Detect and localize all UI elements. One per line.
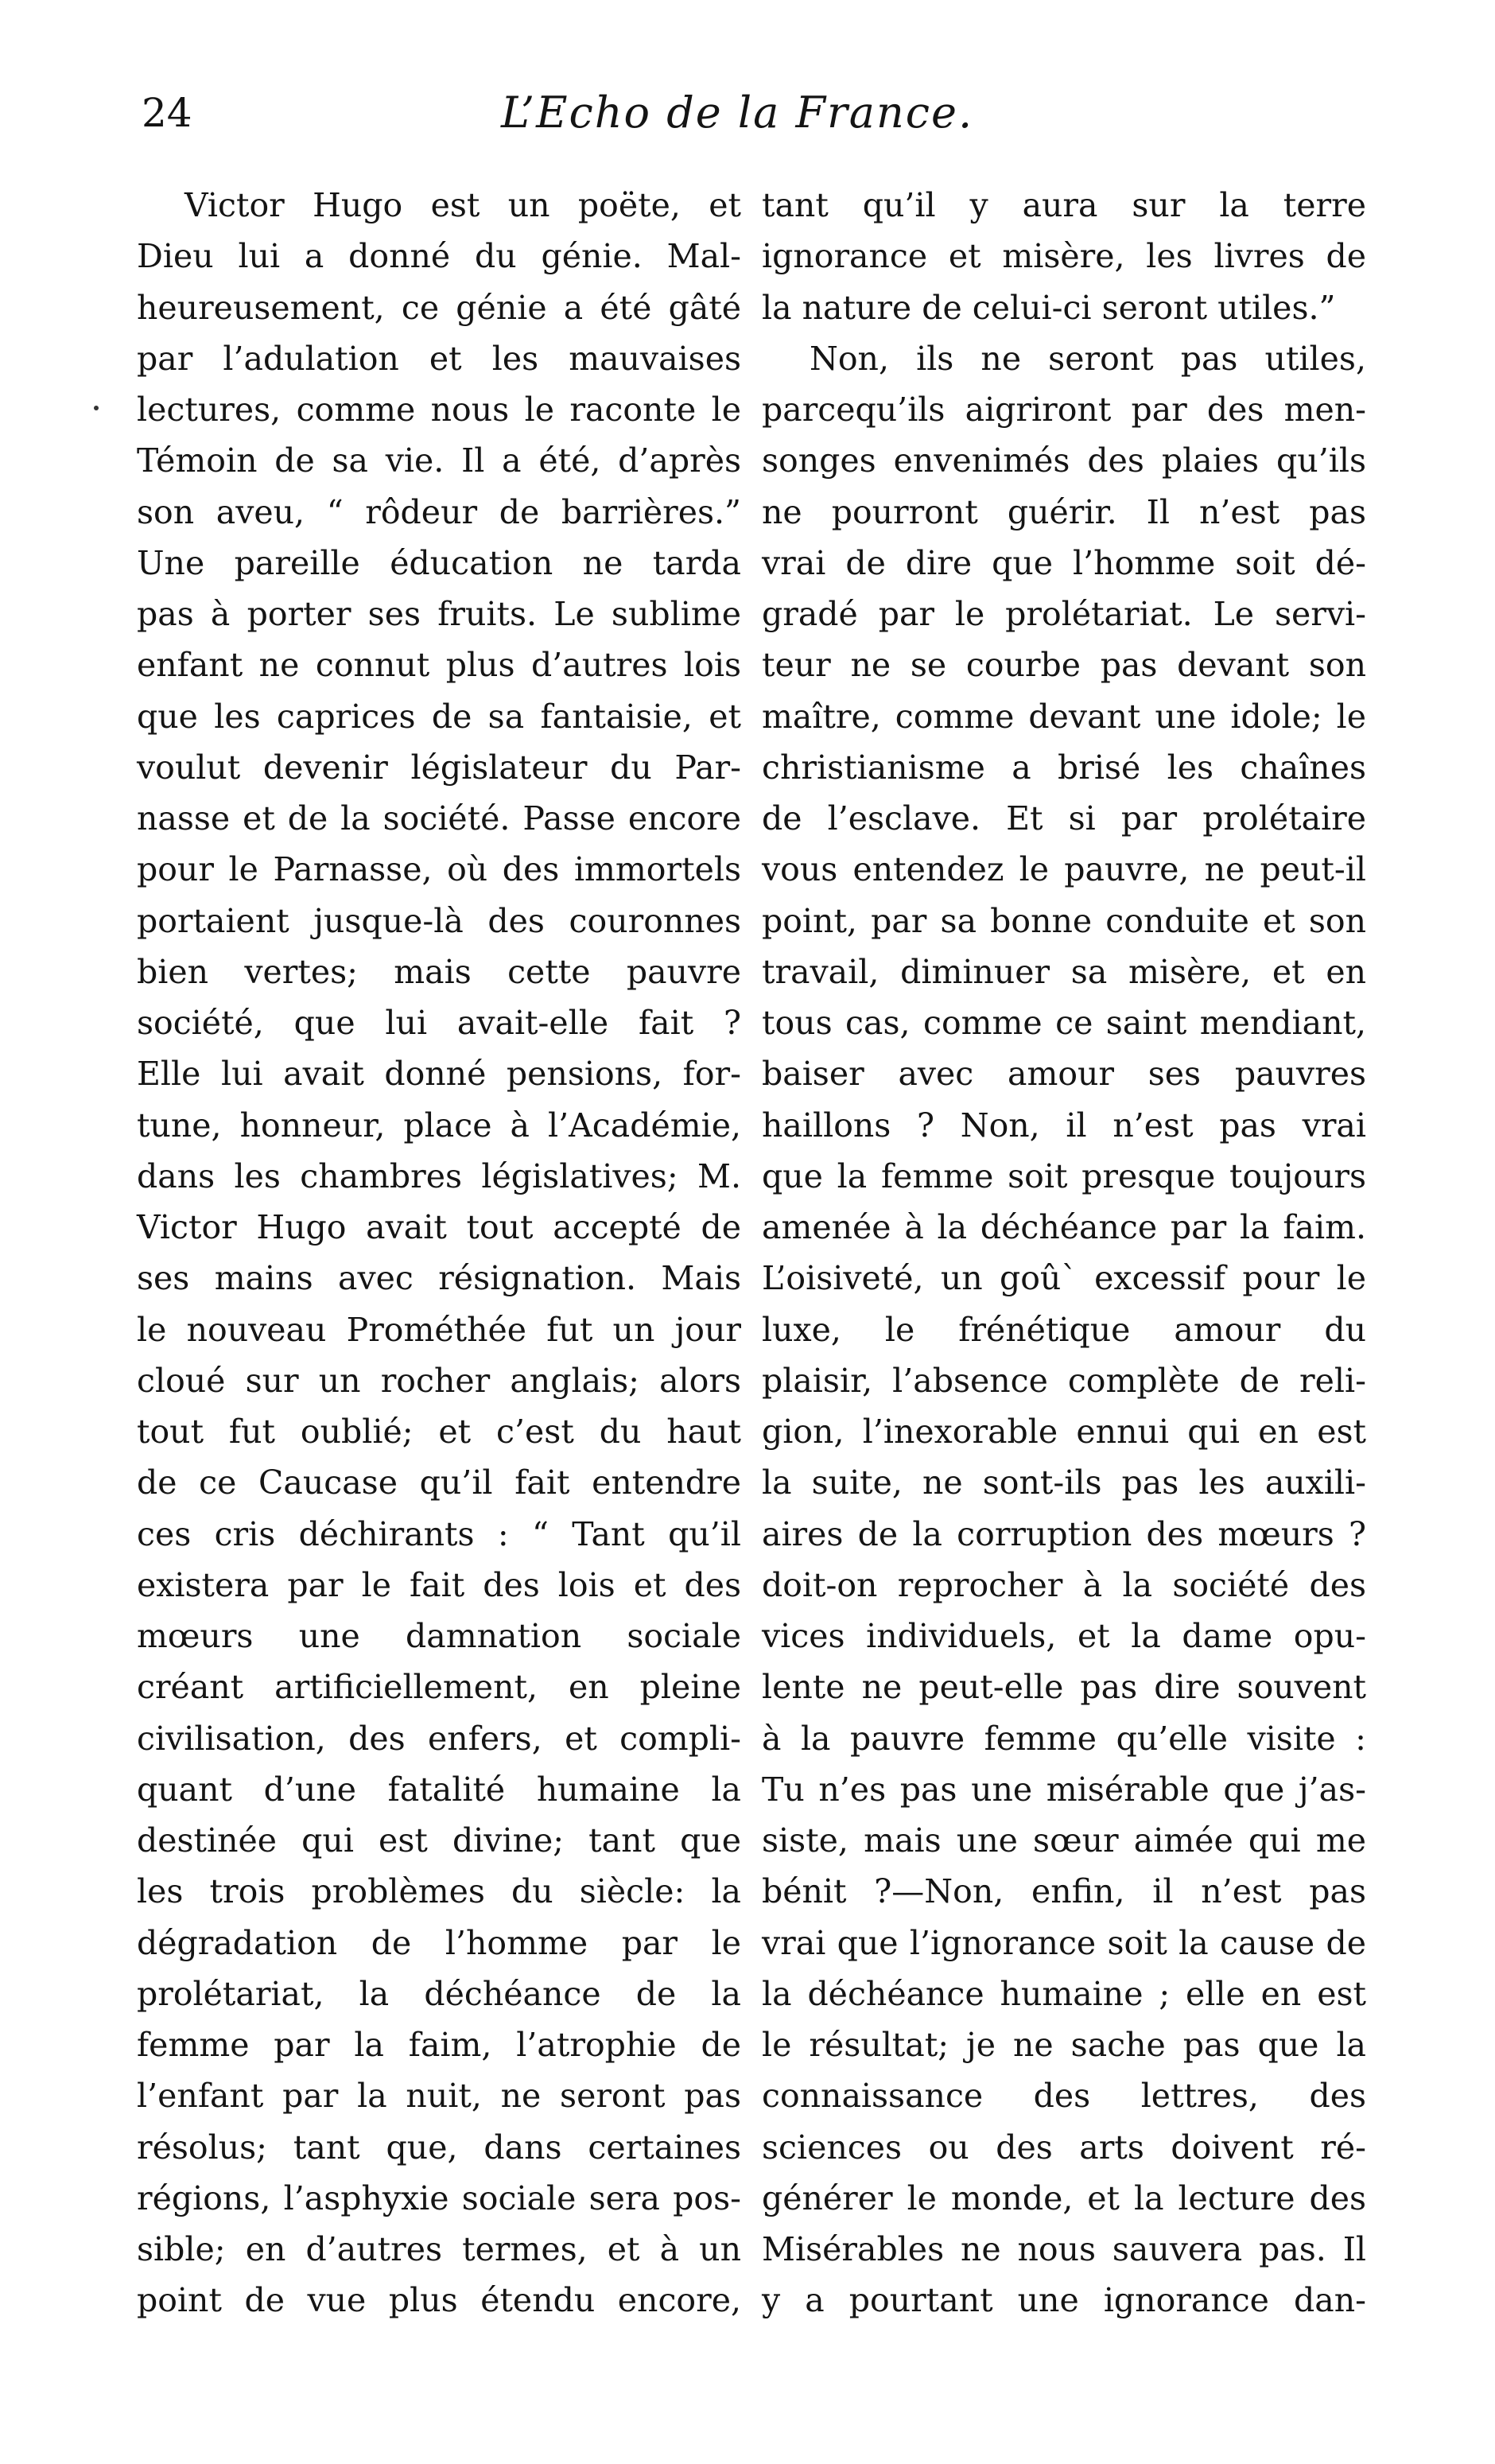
text-line: à la pauvre femme qu’elle visite : [762, 1719, 1366, 1758]
text-line: Elle lui avait donné pensions, for- [137, 1055, 741, 1094]
text-line: nasse et de la société. Passe encore [137, 799, 741, 838]
running-title: L’Echo de la France. [501, 87, 974, 138]
text-line: le nouveau Prométhée fut un jour [137, 1310, 741, 1349]
text-line: femme par la faim, l’atrophie de [137, 2026, 741, 2064]
text-line: vrai que l’ignorance soit la cause de [762, 1923, 1366, 1962]
text-line: la suite, ne sont-ils pas les auxili- [762, 1463, 1366, 1502]
text-line: lectures, comme nous le raconte le [137, 391, 741, 429]
text-line: songes envenimés des plaies qu’ils [762, 441, 1366, 480]
text-line: gradé par le prolétariat. Le servi- [762, 595, 1366, 633]
text-line: générer le monde, et la lecture des [762, 2178, 1366, 2217]
text-line: la déchéance humaine ; elle en est [762, 1974, 1366, 2013]
text-line: point de vue plus étendu encore, [137, 2281, 741, 2320]
text-line: Non, ils ne seront pas utiles, [810, 339, 1366, 378]
left-text-column [137, 180, 741, 2326]
text-line: haillons ? Non, il n’est pas vrai [762, 1106, 1366, 1145]
text-line: son aveu, “ rôdeur de barrières.” [137, 492, 741, 531]
text-line: créant artificiellement, en pleine [137, 1668, 741, 1707]
text-line: tant qu’il y aura sur la terre [762, 186, 1366, 224]
text-line: travail, diminuer sa misère, et en [762, 952, 1366, 991]
text-line: Misérables ne nous sauvera pas. Il [762, 2230, 1366, 2268]
text-line: par l’adulation et les mauvaises [137, 339, 741, 378]
text-line: aires de la corruption des mœurs ? [762, 1514, 1366, 1553]
text-line: destinée qui est divine; tant que [137, 1821, 741, 1860]
text-line: dans les chambres législatives; M. [137, 1156, 741, 1195]
text-line: existera par le fait des lois et des [137, 1565, 741, 1604]
text-line: amenée à la déchéance par la faim. [762, 1208, 1366, 1246]
text-line: teur ne se courbe pas devant son [762, 646, 1366, 685]
right-text-column [762, 180, 1366, 2326]
text-line: portaient jusque-là des couronnes [137, 901, 741, 940]
text-line: ne pourront guérir. Il n’est pas [762, 492, 1366, 531]
text-line: ces cris déchirants : “ Tant qu’il [137, 1514, 741, 1553]
text-line: doit-on reprocher à la société des [762, 1565, 1366, 1604]
text-line: résolus; tant que, dans certaines [137, 2128, 741, 2167]
text-line: bénit ?—Non, enfin, il n’est pas [762, 1872, 1366, 1911]
text-line: mœurs une damnation sociale [137, 1617, 741, 1655]
stray-ink-mark [94, 406, 99, 410]
text-line: y a pourtant une ignorance dan- [762, 2281, 1366, 2320]
text-line: sciences ou des arts doivent ré- [762, 2128, 1366, 2167]
text-line: tune, honneur, place à l’Académie, [137, 1106, 741, 1145]
text-line: gion, l’inexorable ennui qui en est [762, 1413, 1366, 1451]
text-line: de l’esclave. Et si par prolétaire [762, 799, 1366, 838]
text-line: point, par sa bonne conduite et son [762, 901, 1366, 940]
text-line: société, que lui avait-elle fait ? [137, 1004, 741, 1042]
text-line: pas à porter ses fruits. Le sublime [137, 595, 741, 633]
text-line: ignorance et misère, les livres de [762, 237, 1366, 276]
text-line: Victor Hugo est un poëte, et [184, 186, 741, 224]
text-line: vices individuels, et la dame opu- [762, 1617, 1366, 1655]
page-header [135, 89, 1360, 153]
text-line: bien vertes; mais cette pauvre [137, 952, 741, 991]
text-line: quant d’une fatalité humaine la [137, 1770, 741, 1809]
text-line: cloué sur un rocher anglais; alors [137, 1361, 741, 1400]
text-line: Témoin de sa vie. Il a été, d’après [137, 441, 741, 480]
text-line: ses mains avec résignation. Mais [137, 1259, 741, 1298]
text-line: le résultat; je ne sache pas que la [762, 2026, 1366, 2064]
text-line: heureusement, ce génie a été gâté [137, 288, 741, 327]
text-line: plaisir, l’absence complète de reli- [762, 1361, 1366, 1400]
text-line: tout fut oublié; et c’est du haut [137, 1413, 741, 1451]
text-line: Une pareille éducation ne tarda [137, 543, 741, 582]
text-line: baiser avec amour ses pauvres [762, 1055, 1366, 1094]
text-line: prolétariat, la déchéance de la [137, 1974, 741, 2013]
text-line: Victor Hugo avait tout accepté de [137, 1208, 741, 1246]
text-line: maître, comme devant une idole; le [762, 697, 1366, 736]
text-line: luxe, le frénétique amour du [762, 1310, 1366, 1349]
text-line: enfant ne connut plus d’autres lois [137, 646, 741, 685]
text-line: christianisme a brisé les chaînes [762, 748, 1366, 787]
text-line: vrai de dire que l’homme soit dé- [762, 543, 1366, 582]
text-line: sible; en d’autres termes, et à un [137, 2230, 741, 2268]
text-line: que la femme soit presque toujours [762, 1156, 1366, 1195]
text-line: tous cas, comme ce saint mendiant, [762, 1004, 1366, 1042]
text-line: vous entendez le pauvre, ne peut-il [762, 850, 1366, 889]
text-line: voulut devenir législateur du Par- [137, 748, 741, 787]
text-line: que les caprices de sa fantaisie, et [137, 697, 741, 736]
text-line: l’enfant par la nuit, ne seront pas [137, 2077, 741, 2116]
text-line: la nature de celui-ci seront utiles.” [762, 288, 1336, 327]
text-line: parcequ’ils aigriront par des men- [762, 391, 1366, 429]
text-line: les trois problèmes du siècle: la [137, 1872, 741, 1911]
text-line: Dieu lui a donné du génie. Mal- [137, 237, 741, 276]
text-line: de ce Caucase qu’il fait entendre [137, 1463, 741, 1502]
text-line: régions, l’asphyxie sociale sera pos- [137, 2178, 741, 2217]
text-line: siste, mais une sœur aimée qui me [762, 1821, 1366, 1860]
text-line: lente ne peut-elle pas dire souvent [762, 1668, 1366, 1707]
text-line: Tu n’es pas une misérable que j’as- [762, 1770, 1366, 1809]
text-line: connaissance des lettres, des [762, 2077, 1366, 2116]
text-line: L’oisiveté, un goû` excessif pour le [762, 1259, 1366, 1298]
text-line: dégradation de l’homme par le [137, 1923, 741, 1962]
text-line: pour le Parnasse, où des immortels [137, 850, 741, 889]
page-number: 24 [142, 90, 192, 136]
text-line: civilisation, des enfers, et compli- [137, 1719, 741, 1758]
